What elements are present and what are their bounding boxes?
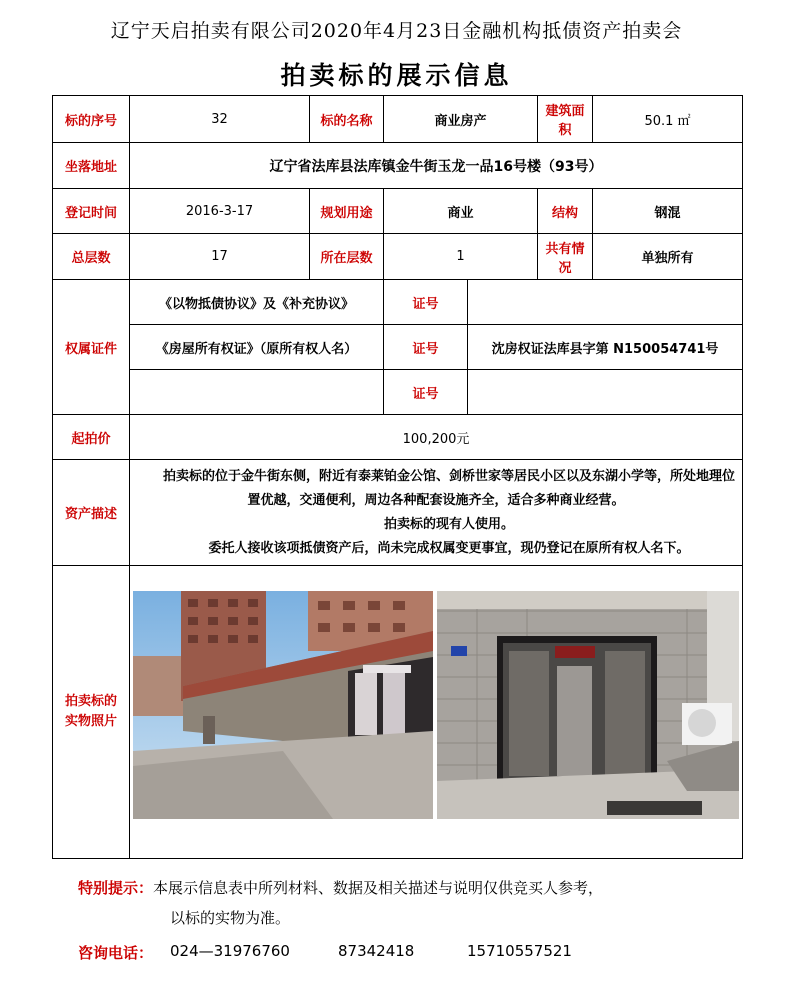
photos-cell bbox=[130, 566, 743, 859]
usage-value: 商业 bbox=[384, 189, 538, 234]
storefront-photo-left bbox=[133, 591, 433, 819]
document-title: 辽宁天启拍卖有限公司2020年4月23日金融机构抵债资产拍卖会 bbox=[110, 20, 683, 42]
area-label: 建筑面积 bbox=[538, 96, 593, 143]
start-price-label: 起拍价 bbox=[53, 415, 130, 460]
cert-no-value: 沈房权证法库县字第 N150054741号 bbox=[468, 325, 743, 370]
tip-text: 本展示信息表中所列材料、数据及相关描述与说明仅供竞买人参考， bbox=[153, 879, 604, 897]
cert-no-value bbox=[468, 280, 743, 325]
photos-label bbox=[53, 566, 130, 859]
area-value: 50.1 ㎡ bbox=[593, 96, 743, 143]
table-row bbox=[53, 460, 743, 566]
storefront-photo-right bbox=[437, 591, 739, 819]
structure-label: 结构 bbox=[538, 189, 593, 234]
phone-number: 024—31976760 bbox=[170, 942, 290, 960]
tip-label: 特别提示： bbox=[78, 879, 154, 897]
cert-no-label: 证号 bbox=[384, 325, 468, 370]
description-paragraph: 拍卖标的位于金牛街东侧，附近有泰莱铂金公馆、剑桥世家等居民小区以及东湖小学等，所处地理位置优越，交通便利，周边各种配套设施齐全，适合多种商业经营。 bbox=[163, 468, 736, 508]
table-row bbox=[53, 415, 743, 460]
cert-name: 《以物抵债协议》及《补充协议》 bbox=[130, 280, 384, 325]
location-value: 辽宁省法库县法库镇金牛街玉龙一品16号楼（93号） bbox=[130, 143, 743, 189]
reg-time-value: 2016-3-17 bbox=[130, 189, 310, 234]
structure-value: 钢混 bbox=[593, 189, 743, 234]
table-row bbox=[53, 96, 743, 143]
location-label: 坐落地址 bbox=[53, 143, 130, 189]
phone-note bbox=[78, 942, 153, 963]
photos-label-line: 拍卖标的 bbox=[64, 694, 117, 709]
floors-value: 17 bbox=[130, 234, 310, 280]
tip-text-line2: 以标的实物为准。 bbox=[170, 909, 291, 927]
cert-no-value bbox=[468, 370, 743, 415]
reg-time-label: 登记时间 bbox=[53, 189, 130, 234]
floors-label: 总层数 bbox=[53, 234, 130, 280]
table-row bbox=[53, 234, 743, 280]
cert-name bbox=[130, 370, 384, 415]
certs-label: 权属证件 bbox=[53, 280, 130, 415]
lot-name-value: 商业房产 bbox=[384, 96, 538, 143]
table-row bbox=[53, 370, 743, 415]
table-row bbox=[53, 325, 743, 370]
phone-number: 87342418 bbox=[338, 942, 415, 960]
table-row bbox=[53, 189, 743, 234]
floor-value: 1 bbox=[384, 234, 538, 280]
cert-no-label: 证号 bbox=[384, 280, 468, 325]
ownership-value: 单独所有 bbox=[593, 234, 743, 280]
info-table bbox=[52, 95, 743, 859]
phone-number: 15710557521 bbox=[467, 942, 572, 960]
description-text bbox=[130, 460, 743, 566]
description-paragraph: 委托人接收该项抵债资产后，尚未完成权属变更事宜，现仍登记在原所有权人名下。 bbox=[208, 540, 690, 556]
start-price-value: 100,200元 bbox=[130, 415, 743, 460]
photos-label-line: 实物照片 bbox=[64, 714, 117, 729]
lot-name-label: 标的名称 bbox=[310, 96, 384, 143]
description-label: 资产描述 bbox=[53, 460, 130, 566]
ownership-label: 共有情况 bbox=[538, 234, 593, 280]
description-paragraph: 拍卖标的现有人使用。 bbox=[384, 516, 515, 532]
phone-label: 咨询电话： bbox=[78, 944, 154, 962]
lot-no-label: 标的序号 bbox=[53, 96, 130, 143]
floor-label: 所在层数 bbox=[310, 234, 384, 280]
lot-no-value: 32 bbox=[130, 96, 310, 143]
table-row bbox=[53, 280, 743, 325]
cert-name: 《房屋所有权证》（原所有权人名） bbox=[130, 325, 384, 370]
cert-no-label: 证号 bbox=[384, 370, 468, 415]
tip-note bbox=[78, 877, 603, 898]
table-row bbox=[53, 143, 743, 189]
usage-label: 规划用途 bbox=[310, 189, 384, 234]
document-subtitle: 拍卖标的展示信息 bbox=[280, 61, 513, 90]
table-row bbox=[53, 566, 743, 859]
